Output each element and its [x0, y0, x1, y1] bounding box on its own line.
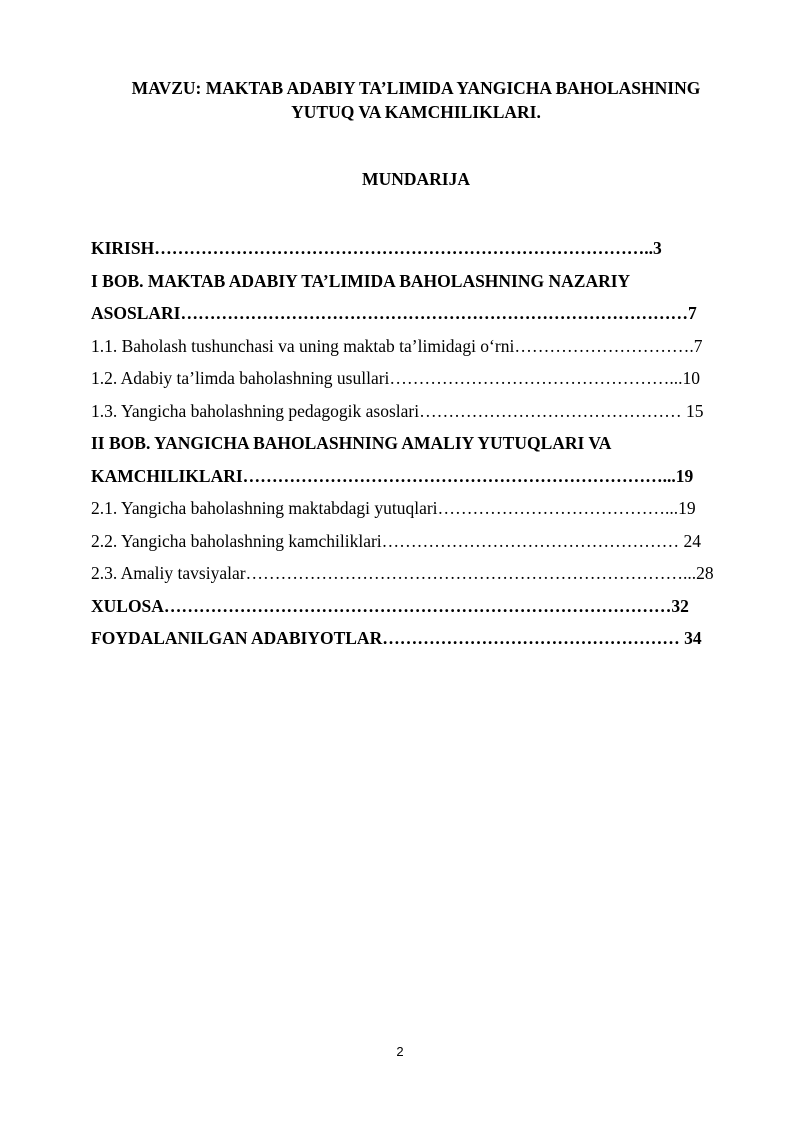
document-title-line-1: MAVZU: MAKTAB ADABIY TA’LIMIDA YANGICHA BAHOLASHNING — [131, 78, 701, 98]
document-title-line-2: YUTUQ VA KAMCHILIKLARI. — [291, 102, 541, 122]
toc-entry-section-1-3: 1.3. Yangicha baholashning pedagogik asoslari……………………………………… 15 — [91, 400, 704, 421]
table-of-contents — [91, 232, 743, 655]
page-number: 2 — [396, 1044, 404, 1059]
toc-entry-xulosa: XULOSA……………………………………………………………………………32 — [91, 595, 689, 616]
toc-entry-adabiyotlar: FOYDALANILGAN ADABIYOTLAR…………………………………………… 34 — [91, 628, 702, 648]
toc-entry-chapter-1-title-cont: ASOSLARI……………………………………………………………………………7 — [91, 303, 697, 323]
toc-entry-section-1-1: 1.1. Baholash tushunchasi va uning maktab ta’limidagi o‘rni………………………….7 — [91, 335, 703, 356]
toc-entry-section-2-1: 2.1. Yangicha baholashning maktabdagi yutuqlari…………………………………...19 — [91, 498, 696, 518]
toc-entry-section-2-3: 2.3. Amaliy tavsiyalar…………………………………………………………………...28 — [91, 563, 714, 583]
toc-entry-chapter-2-title-cont: KAMCHILIKLARI………………………………………………………………...19 — [91, 465, 694, 486]
toc-entry-chapter-2-title: II BOB. YANGICHA BAHOLASHNING AMALIY YUTUQLARI VA — [91, 433, 612, 453]
toc-entry-chapter-1-title: I BOB. MAKTAB ADABIY TA’LIMIDA BAHOLASHNING NAZARIY — [91, 270, 631, 291]
document-title — [80, 76, 752, 124]
toc-entry-section-1-2: 1.2. Adabiy ta’limda baholashning usullari…………………………………………...10 — [91, 368, 701, 388]
toc-entry-section-2-2: 2.2. Yangicha baholashning kamchiliklari…………………………………………… 24 — [91, 530, 702, 551]
toc-entry-kirish: KIRISH…………………………………………………………………………..3 — [91, 238, 662, 258]
contents-heading: MUNDARIJA — [362, 169, 470, 189]
